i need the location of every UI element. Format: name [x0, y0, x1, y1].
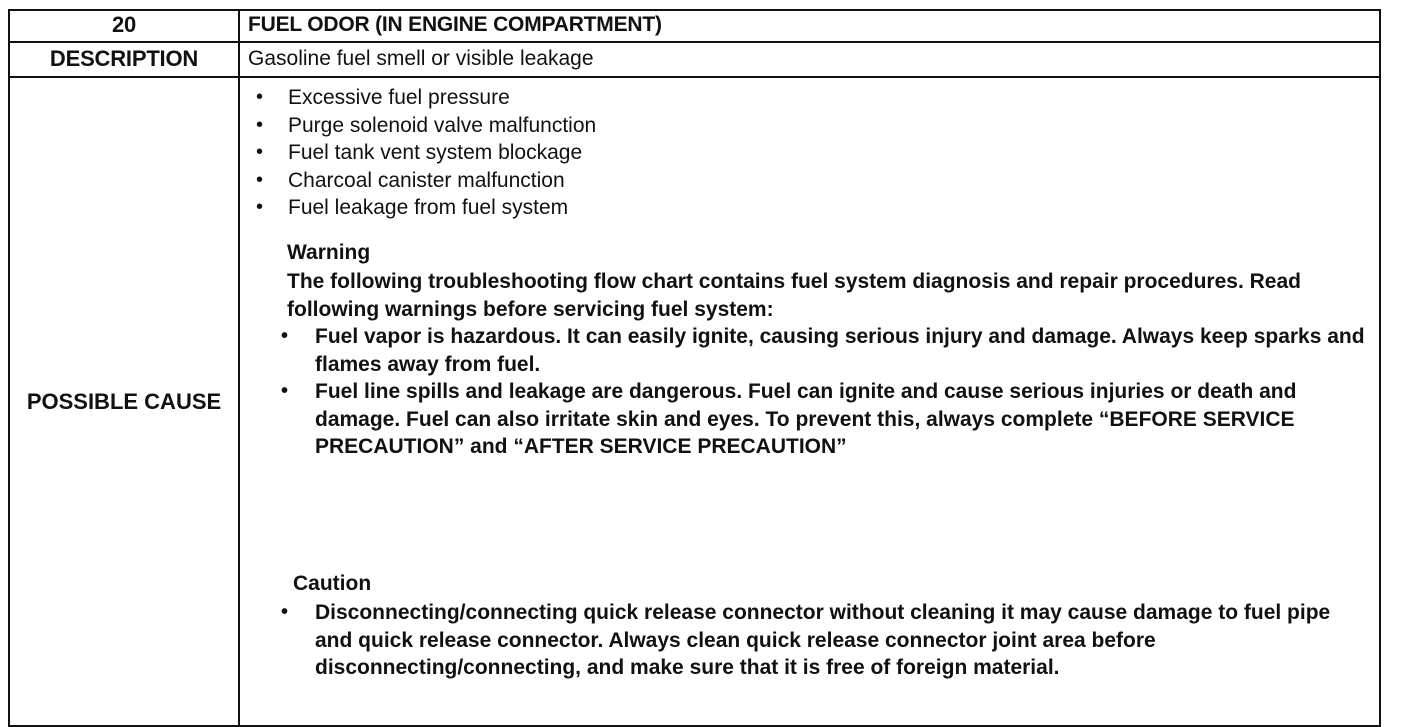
caution-title: Caution [293, 572, 372, 595]
troubleshooting-table [8, 9, 1381, 727]
warning-block [287, 238, 1367, 461]
caution-list [279, 599, 1365, 682]
cause-item: • Purge solenoid valve malfunction [252, 112, 596, 140]
description-text: Gasoline fuel smell or visible leakage [239, 42, 1380, 77]
caution-block [293, 569, 1365, 682]
warning-list [279, 323, 1367, 461]
cause-item: • Excessive fuel pressure [252, 84, 596, 112]
cause-item: • Fuel leakage from fuel system [252, 194, 596, 222]
possible-cause-cell [239, 77, 1380, 726]
possible-cause-label: POSSIBLE CAUSE [9, 77, 239, 726]
item-title: FUEL ODOR (IN ENGINE COMPARTMENT) [239, 10, 1380, 42]
cause-item: • Fuel tank vent system blockage [252, 139, 596, 167]
warning-intro: The following troubleshooting flow chart contains fuel system diagnosis and repair procedures. Read following warnings before servicing fuel system: [287, 270, 1301, 321]
caution-item: • Disconnecting/connecting quick release connector without cleaning it may cause damage to fuel pipe and quick release connector. Always clean quick release connector joint area before disconnecting/connecting, and make sure that it is free of foreign material. [279, 599, 1365, 682]
possible-cause-content [240, 78, 1379, 718]
warning-item: • Fuel line spills and leakage are dangerous. Fuel can ignite and cause serious injuries or death and damage. Fuel can also irritate skin and eyes. To prevent this, always complete “BEFORE SERVICE PRECAUTION” and “AFTER SERVICE PRECAUTION” [279, 378, 1367, 461]
cause-item: • Charcoal canister malfunction [252, 167, 596, 195]
item-number: 20 [9, 10, 239, 42]
possible-cause-row [9, 77, 1380, 726]
cause-list [252, 84, 596, 222]
warning-title: Warning [287, 241, 371, 264]
header-row [9, 10, 1380, 42]
description-label: DESCRIPTION [9, 42, 239, 77]
description-row [9, 42, 1380, 77]
warning-item: • Fuel vapor is hazardous. It can easily ignite, causing serious injury and damage. Always keep sparks and flames away from fuel. [279, 323, 1367, 378]
